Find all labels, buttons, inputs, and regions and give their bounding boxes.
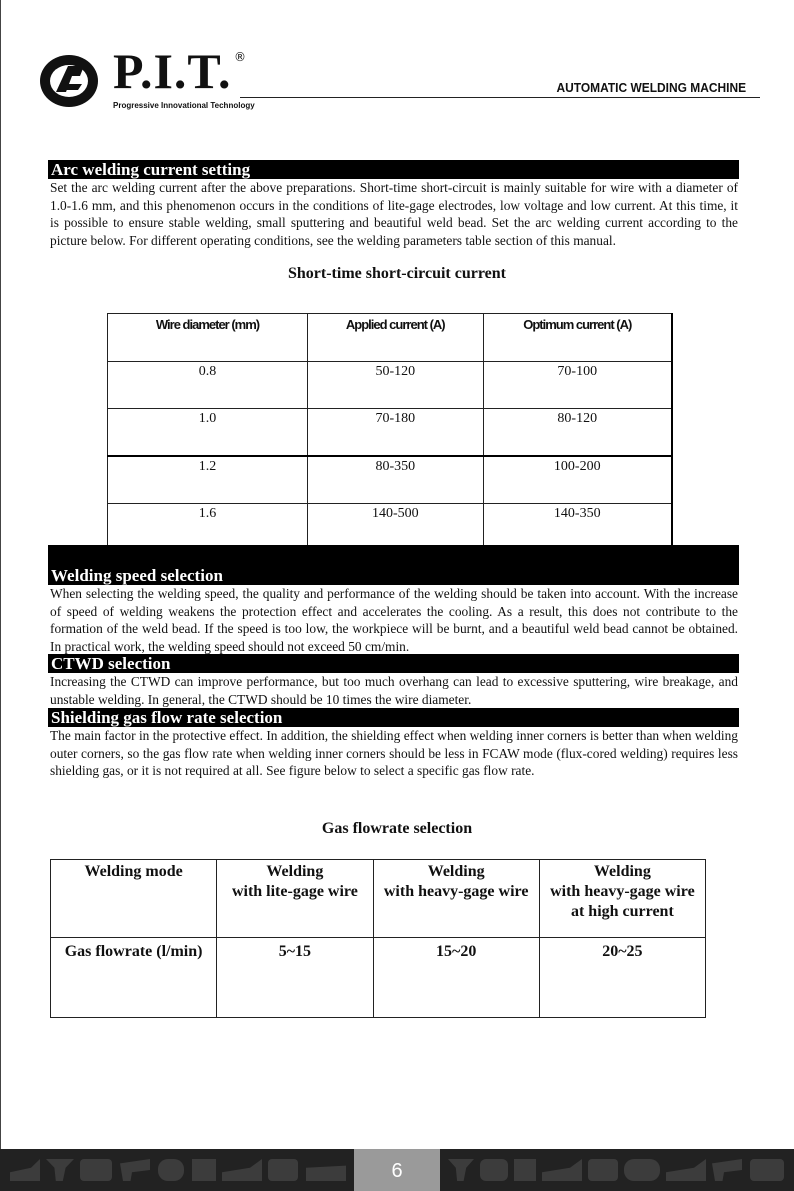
cell-flowrate: 20~25 <box>539 938 705 1018</box>
row-label-gas-flowrate: Gas flowrate (l/min) <box>51 938 217 1018</box>
cell-diameter: 1.2 <box>108 456 308 504</box>
cell-flowrate: 5~15 <box>217 938 373 1018</box>
header-line: with heavy-gage wire <box>383 883 529 900</box>
tool-silhouette-icon <box>222 1159 262 1181</box>
tool-silhouette-icon <box>268 1159 298 1181</box>
table1-caption: Short-time short-circuit current <box>287 265 506 282</box>
header-rule <box>240 97 760 98</box>
header-lite-gage <box>217 860 373 938</box>
tool-silhouette-icon <box>480 1159 508 1181</box>
table2-caption: Gas flowrate selection <box>321 820 473 837</box>
section-title-arc: Arc welding current setting <box>48 160 739 179</box>
tool-silhouette-icon <box>514 1159 536 1181</box>
section-bar-spacer <box>48 545 739 567</box>
section-text-gas: The main factor in the protective effect. In addition, the shielding effect when welding inner corners is better than when welding outer corners, so the gas flow rate when welding inner corners should be less in FCAW mode (flux-cored welding) requires less shielding gas, or it is not required at all. See figure below to select a specific gas flow rate. <box>50 728 738 779</box>
header-heavy-gage-high-current <box>539 860 705 938</box>
tool-silhouette-icon <box>306 1159 346 1181</box>
tool-silhouette-icon <box>624 1159 660 1181</box>
footer-bar <box>0 1149 794 1191</box>
section-text-arc: Set the arc welding current after the above preparations. Short-time short-circuit is mainly suitable for wire with a diameter of 1.0-1.6 mm, and this phenomenon occurs in the conditions of lite-gage electrodes, low voltage and low current. At this time, it is possible to ensure stable welding, small sputtering and beautiful weld bead. Set the arc welding current according to the picture below. For different operating conditions, see the welding parameters table section of this manual. <box>50 180 738 248</box>
cell-applied: 50-120 <box>308 362 484 409</box>
cell-diameter: 0.8 <box>108 362 308 409</box>
table-header-row <box>51 860 706 938</box>
document-title: AUTOMATIC WELDING MACHINE <box>556 80 746 95</box>
page-left-edge <box>0 0 1 1191</box>
section-title-speed: Welding speed selection <box>48 566 739 585</box>
section-title-gas: Shielding gas flow rate selection <box>48 708 739 727</box>
tool-silhouette-icon <box>542 1159 582 1181</box>
header-line: Welding mode <box>84 863 183 880</box>
table-row <box>108 456 673 504</box>
tool-silhouette-icon <box>588 1159 618 1181</box>
header-line: Welding <box>593 863 651 880</box>
registered-mark: ® <box>234 50 246 64</box>
brand-tagline: Progressive Innovational Technology <box>113 101 255 110</box>
cell-applied: 140-500 <box>308 504 484 551</box>
cell-optimum: 140-350 <box>483 504 672 551</box>
table-row <box>108 504 673 551</box>
header-line: Welding <box>266 863 324 880</box>
header-wire-diameter: Wire diameter (mm) <box>108 314 308 362</box>
cell-flowrate: 15~20 <box>373 938 539 1018</box>
header-applied-current: Applied current (A) <box>308 314 484 362</box>
tool-silhouette-icon <box>10 1159 40 1181</box>
table-row <box>51 938 706 1018</box>
cell-applied: 70-180 <box>308 409 484 457</box>
header-line: with lite-gage wire <box>231 883 358 900</box>
tool-silhouette-icon <box>80 1159 112 1181</box>
table-row <box>108 362 673 409</box>
tool-silhouette-icon <box>750 1159 784 1181</box>
header-heavy-gage <box>373 860 539 938</box>
header-line: with heavy-gage wire <box>550 883 695 900</box>
tool-silhouette-icon <box>120 1159 150 1181</box>
cell-applied: 80-350 <box>308 456 484 504</box>
pit-logo-icon <box>38 52 100 110</box>
tool-silhouette-icon <box>448 1159 474 1181</box>
section-text-speed: When selecting the welding speed, the quality and performance of the welding should be taken into account. With the increase of speed of welding weakens the protection effect and accelerates the cooling. As a result, this does not contribute to the formation of the weld bead. If the speed is too low, the workpiece will be burnt, and a beautiful weld bead cannot be obtained. In practical work, the welding speed should not exceed 50 cm/min. <box>50 586 738 654</box>
tool-silhouette-icon <box>666 1159 706 1181</box>
tool-silhouette-icon <box>712 1159 742 1181</box>
cell-diameter: 1.0 <box>108 409 308 457</box>
cell-optimum: 80-120 <box>483 409 672 457</box>
cell-optimum: 70-100 <box>483 362 672 409</box>
table-row <box>108 409 673 457</box>
section-text-ctwd: Increasing the CTWD can improve performance, but too much overhang can lead to excessive sputtering, wire breakage, and unstable welding. In general, the CTWD should be 10 times the wire diameter. <box>50 674 738 707</box>
cell-optimum: 100-200 <box>483 456 672 504</box>
cell-diameter: 1.6 <box>108 504 308 551</box>
table-header-row <box>108 314 673 362</box>
tool-silhouette-icon <box>192 1159 216 1181</box>
brand-name: P.I.T. <box>113 43 232 99</box>
current-table <box>107 313 673 551</box>
header-welding-mode <box>51 860 217 938</box>
header-line: Welding <box>427 863 485 880</box>
header-line: at high current <box>570 903 674 920</box>
page-number: 6 <box>354 1149 440 1191</box>
section-title-ctwd: CTWD selection <box>48 654 739 673</box>
header-optimum-current: Optimum current (A) <box>483 314 672 362</box>
tool-silhouette-icon <box>46 1159 74 1181</box>
tool-silhouette-icon <box>158 1159 184 1181</box>
gas-flowrate-table <box>50 859 706 1018</box>
